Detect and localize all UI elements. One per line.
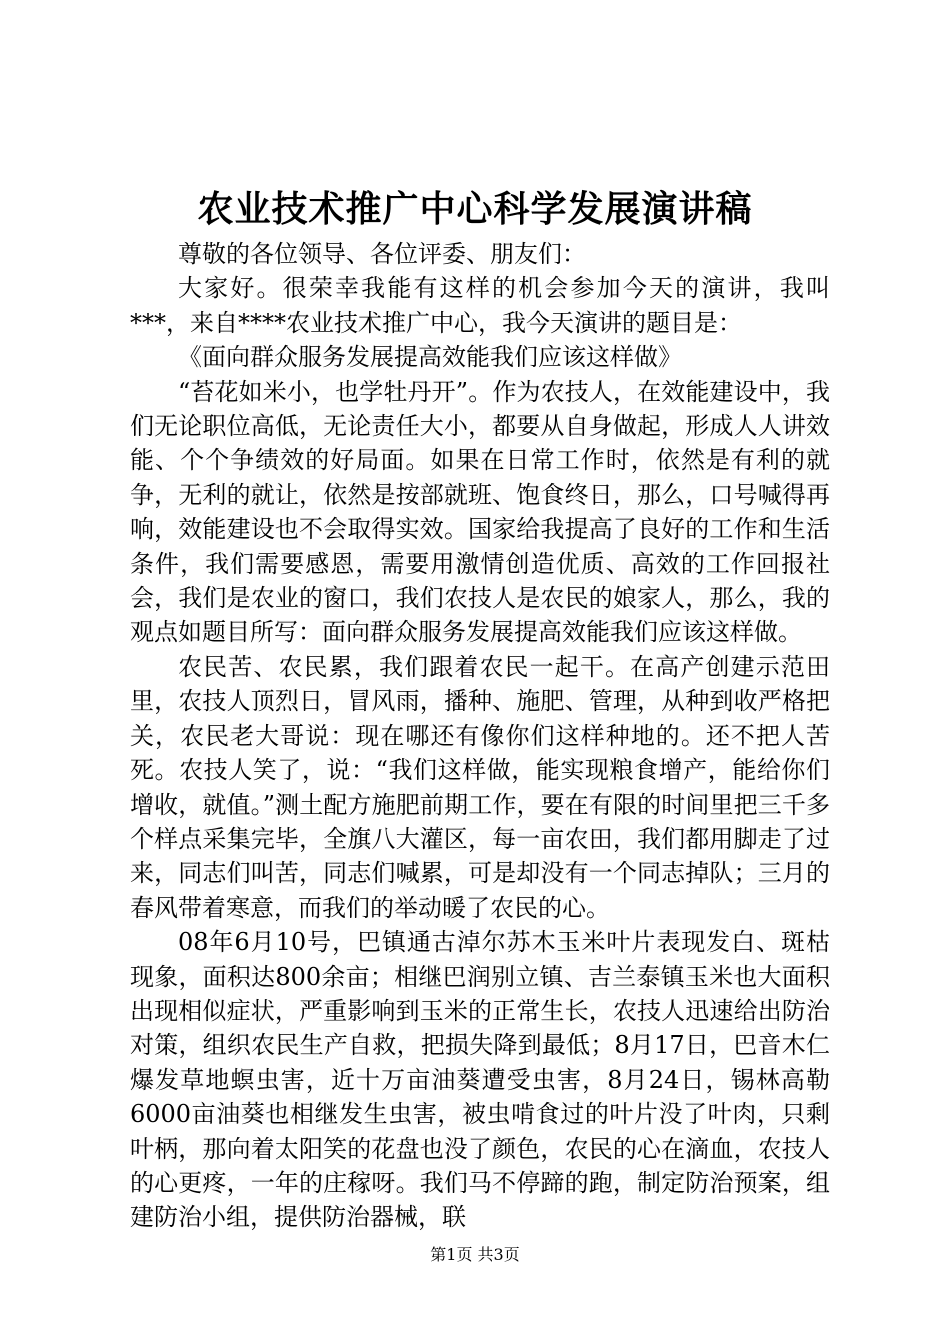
paragraph-body-2: 农民苦、农民累，我们跟着农民一起干。在高产创建示范田里，农技人顶烈日，冒风雨，播种、施肥、管理，从种到收严格把关，农民老大哥说：现在哪还有像你们这样种地的。还不把人苦死。农技人笑了，说：“我们这样做，能实现粮食增产，能给你们增收，就值。”测土配方施肥前期工作，要在有限的时间里把三千多个样点采集完毕，全旗八大灌区，每一亩农田，我们都用脚走了过来，同志们叫苦，同志们喊累，可是却没有一个同志掉队；三月的春风带着寒意，而我们的举动暖了农民的心。 [130,652,830,922]
page-footer: 第1页 共3页 [430,1245,520,1264]
paragraph-speech-topic: 《面向群众服务发展提高效能我们应该这样做》 [178,343,682,372]
paragraph-intro: 大家好。很荣幸我能有这样的机会参加今天的演讲，我叫***，来自****农业技术推广中心，我今天演讲的题目是： [130,274,830,337]
paragraph-salutation: 尊敬的各位领导、各位评委、朋友们： [178,240,586,268]
document-body [130,237,830,1235]
paragraph-body-1: “苔花如米小，也学牡丹开”。作为农技人，在效能建设中，我们无论职位高低，无论责任大小，都要从自身做起，形成人人讲效能、个个争绩效的好局面。如果在日常工作时，依然是有利的就争，无利的就让，依然是按部就班、饱食终日，那么，口号喊得再响，效能建设也不会取得实效。国家给我提高了良好的工作和生活条件，我们需要感恩，需要用激情创造优质、高效的工作回报社会，我们是农业的窗口，我们农技人是农民的娘家人，那么，我的观点如题目所写：面向群众服务发展提高效能我们应该这样做。 [130,377,830,647]
page-title: 农业技术推广中心科学发展演讲稿 [197,188,753,230]
paragraph-body-3: 08年6月10号，巴镇通古淖尔苏木玉米叶片表现发白、斑枯现象，面积达800余亩；相继巴润别立镇、吉兰泰镇玉米也大面积出现相似症状，严重影响到玉米的正常生长，农技人迅速给出防治对策，组织农民生产自救，把损失降到最低；8月17日，巴音木仁爆发草地螟虫害，近十万亩油葵遭受虫害，8月24日，锡林高勒6000亩油葵也相继发生虫害，被虫啃食过的叶片没了叶肉，只剩叶柄，那向着太阳笑的花盘也没了颜色，农民的心在滴血，农技人的心更疼，一年的庄稼呀。我们马不停蹄的跑，制定防治预案，组建防治小组，提供防治器械，联 [130,928,830,1232]
